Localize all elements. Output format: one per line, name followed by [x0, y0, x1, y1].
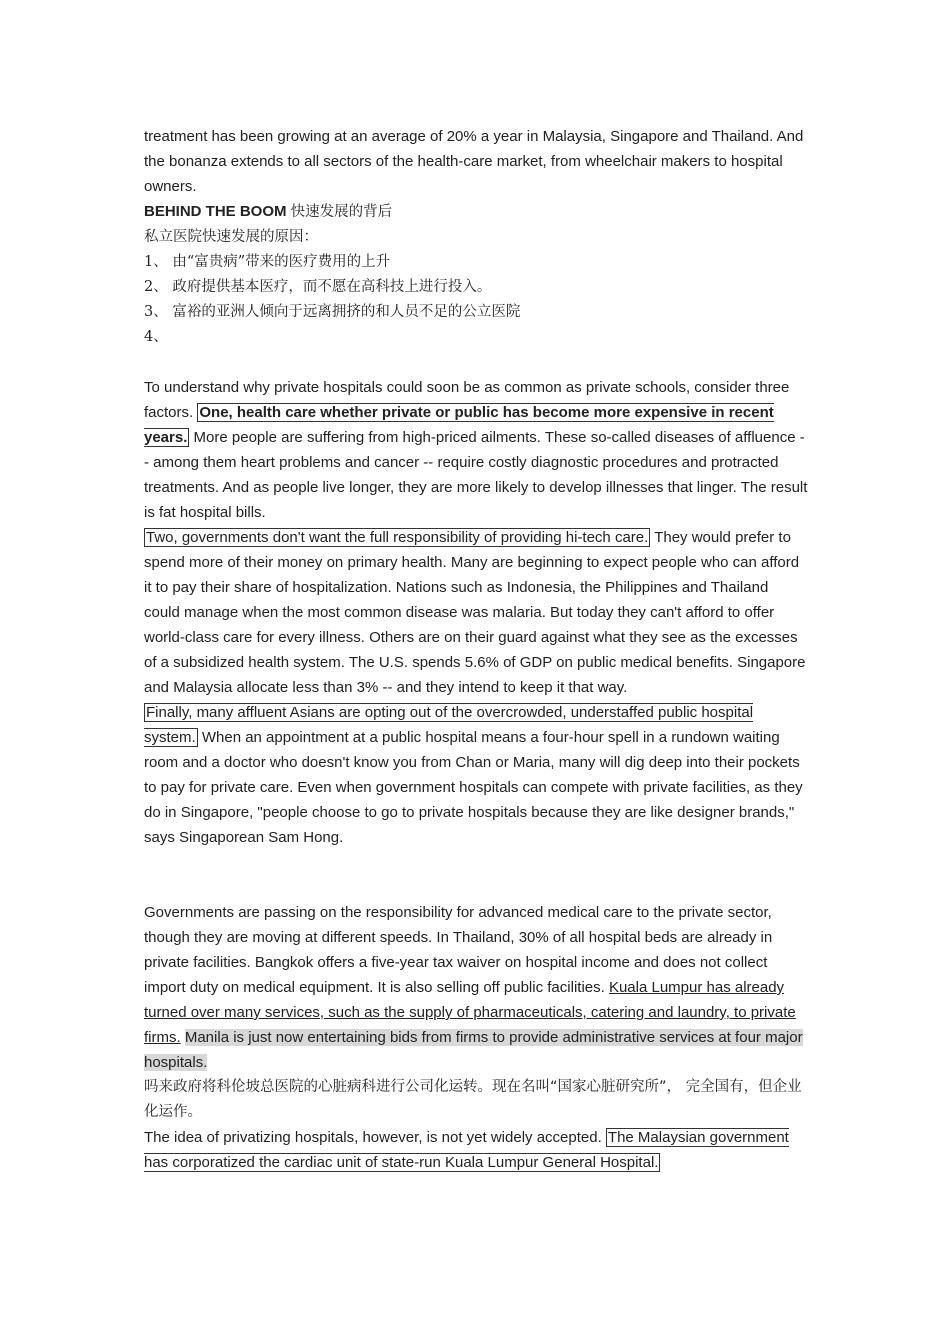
- paragraph-factor-three: [144, 700, 808, 850]
- intro-text: treatment has been growing at an average of 20% a year in Malaysia, Singapore and Thailand. And the bonanza extends to all sectors of the health-care market, from wheelchair makers to hospital owners.: [144, 128, 804, 195]
- privatizing-lead: The idea of privatizing hospitals, however, is not yet widely accepted.: [144, 1129, 606, 1146]
- document-page: [144, 124, 808, 1175]
- causes-title: 私立医院快速发展的原因：: [144, 229, 318, 245]
- cause-item-3: [144, 300, 808, 325]
- paragraph-factor-two: [144, 525, 808, 700]
- blank-line: [144, 350, 808, 375]
- cause-item-1: [144, 250, 808, 275]
- blank-line: [144, 875, 808, 900]
- factor-two-rest: They would prefer to spend more of their money on primary health. Many are beginning to expect people who can afford it to pay their share of hospitalization. Nations such as Indonesia, the Philippines and Thailand could manage when the most common disease was malaria. But today they can't afford to offer world-class care for every illness. Others are on their guard against what they see as the excesses of a subsidized health system. The U.S. spends 5.6% of GDP on public medical benefits. Singapore and Malaysia allocate less than 3% -- and they intend to keep it that way.: [144, 529, 806, 696]
- cause-item-number: 1、: [144, 254, 168, 270]
- cause-item-number: 3、: [144, 304, 168, 320]
- cause-item-text: 由“富贵病”带来的医疗费用的上升: [172, 254, 391, 270]
- cause-item-number: 2、: [144, 279, 168, 295]
- cause-item-2: [144, 275, 808, 300]
- section-heading-en: BEHIND THE BOOM: [144, 203, 287, 220]
- paragraph-governments: [144, 900, 808, 1075]
- paragraph-factors: [144, 375, 808, 525]
- paragraph-privatizing: [144, 1125, 808, 1175]
- factors-lead: To understand why private hospitals could soon be as common as private schools, consider three factors.: [144, 379, 790, 421]
- factor-three-highlight: Finally, many affluent Asians are opting out of the overcrowded, understaffed public hospital system.: [144, 704, 754, 746]
- blank-line: [144, 850, 808, 875]
- manila-shaded: Manila is just now entertaining bids from firms to provide administrative services at four major hospitals.: [144, 1029, 803, 1071]
- cause-item-number: 4、: [144, 329, 168, 345]
- cause-item-text: 政府提供基本医疗，而不愿在高科技上进行投入。: [172, 279, 492, 295]
- kuala-lumpur-underlined: Kuala Lumpur has already turned over many services, such as the supply of pharmaceuticals, catering and laundry, to private firms.: [144, 979, 796, 1046]
- chinese-note: 吗来政府将科伦坡总医院的心脏病科进行公司化运转。现在名叫“国家心脏研究所”， 完全国有，但企业化运作。: [144, 1079, 802, 1120]
- section-heading-cn: 快速发展的背后: [290, 204, 393, 220]
- cause-item-text: 富裕的亚洲人倾向于远离拥挤的和人员不足的公立医院: [172, 304, 521, 320]
- intro-paragraph: [144, 124, 808, 199]
- section-heading: [144, 199, 808, 225]
- governments-lead: Governments are passing on the responsibility for advanced medical care to the private sector, though they are moving at different speeds. In Thailand, 30% of all hospital beds are already in private facilities. Bangkok offers a five-year tax waiver on hospital income and does not collect import duty on medical equipment. It is also selling off public facilities.: [144, 904, 773, 996]
- factor-three-rest: When an appointment at a public hospital means a four-hour spell in a rundown waiting room and a doctor who doesn't know you from Chan or Maria, many will dig deep into their pockets to pay for private care. Even when government hospitals can compete with private facilities, as they do in Singapore, "people choose to go to private hospitals because they are like designer brands," says Singaporean Sam Hong.: [144, 729, 803, 846]
- factor-one-rest: More people are suffering from high-priced ailments. These so-called diseases of affluence -- among them heart problems and cancer -- require costly diagnostic procedures and protracted treatments. And as people live longer, they are more likely to develop illnesses that linger. The result is fat hospital bills.: [144, 429, 808, 521]
- factor-two-highlight: Two, governments don't want the full responsibility of providing hi-tech care.: [146, 529, 649, 546]
- malaysian-government-highlight: The Malaysian government has corporatized the cardiac unit of state-run Kuala Lumpur General Hospital.: [144, 1129, 789, 1171]
- factor-one-highlight: One, health care whether private or public has become more expensive in recent years.: [144, 404, 774, 446]
- cause-item-4: [144, 325, 808, 350]
